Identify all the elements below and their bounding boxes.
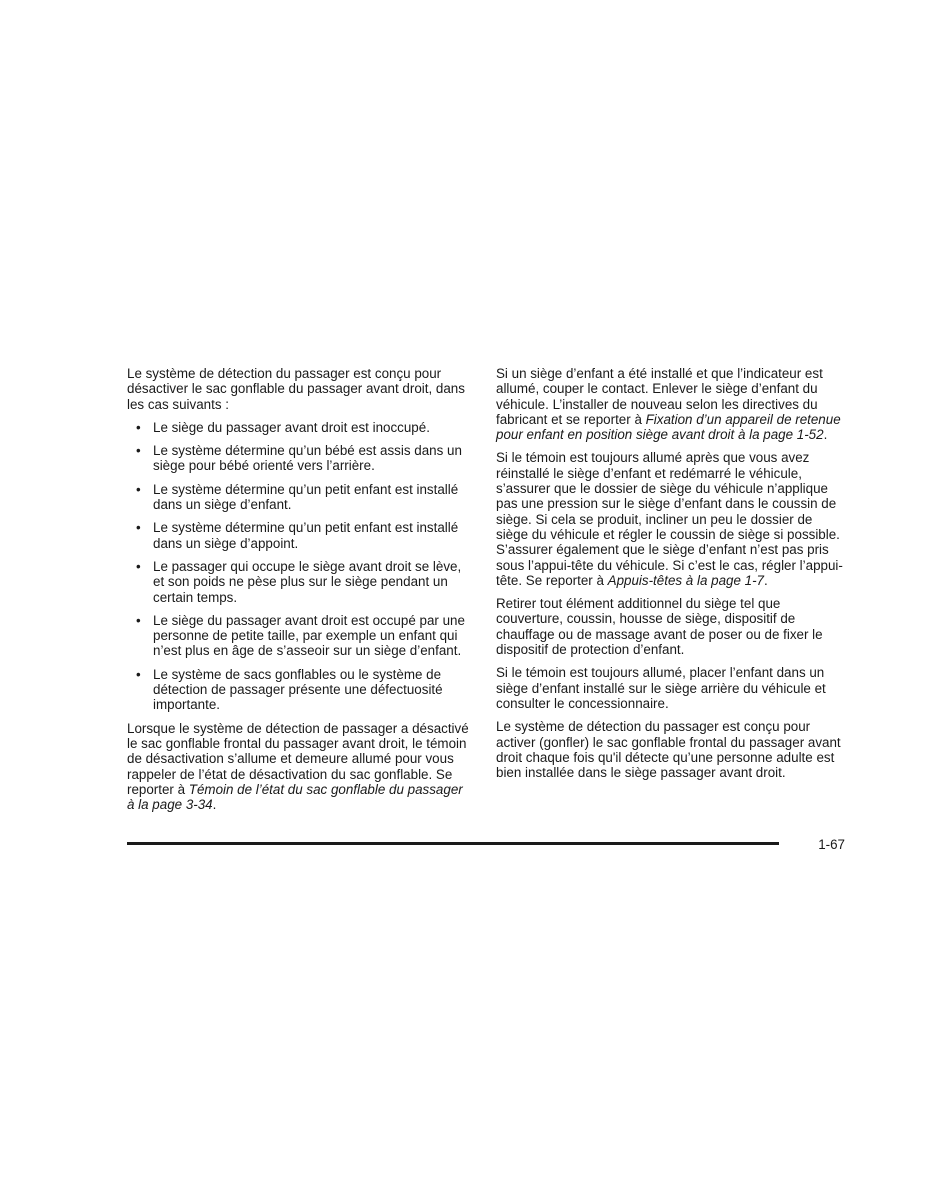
- footer-rule: [127, 842, 779, 845]
- cross-reference-link[interactable]: Appuis-têtes à la page 1-7: [607, 572, 764, 588]
- right-column: [496, 366, 846, 788]
- remove-items-paragraph: Retirer tout élément additionnel du siège tel que couverture, coussin, housse de siège, dispositif de chauffage ou de massage avant de poser ou de fixer le dispositif de protection d’enfant.: [496, 596, 823, 658]
- list-item: [127, 559, 471, 605]
- bullet-icon: •: [136, 443, 141, 459]
- intro-paragraph: Le système de détection du passager est conçu pour désactiver le sac gonflable du passager avant droit, dans les cas suivants :: [127, 366, 465, 412]
- rear-seat-paragraph: Si le témoin est toujours allumé, placer l’enfant dans un siège d’enfant installé sur le siège arrière du véhicule et consulter le concessionnaire.: [496, 665, 826, 711]
- list-item: [127, 443, 471, 474]
- list-item: [127, 613, 471, 659]
- bullet-icon: •: [136, 520, 141, 536]
- list-item-text: Le système détermine qu’un petit enfant est installé dans un siège d’enfant.: [153, 481, 459, 513]
- list-item-text: Le système de sacs gonflables ou le système de détection de passager présente une défectuosité importante.: [153, 666, 443, 713]
- deactivation-paragraph: [127, 721, 471, 813]
- paragraph-end: .: [763, 572, 768, 588]
- activation-paragraph: Le système de détection du passager est conçu pour activer (gonfler) le sac gonflable frontal du passager avant droit chaque fois qu'il détecte qu’une personne adulte est bien installée dans le siège passager avant droit.: [496, 719, 841, 781]
- list-item-text: Le système détermine qu’un bébé est assis dans un siège pour bébé orienté vers l’arrière.: [153, 443, 462, 474]
- cross-reference-link[interactable]: Fixation d’un appareil de retenue pour enfant en position siège avant droit à la page 1-52: [496, 411, 841, 443]
- bullet-icon: •: [136, 612, 141, 628]
- paragraph-end: .: [823, 427, 828, 443]
- list-item-text: Le système détermine qu’un petit enfant est installé dans un siège d’appoint.: [153, 520, 459, 551]
- list-item-text: Le passager qui occupe le siège avant droit se lève, et son poids ne pèse plus sur le siège pendant un certain temps.: [153, 558, 462, 605]
- paragraph-end: .: [212, 797, 217, 813]
- list-item-text: Le siège du passager avant droit est occupé par une personne de petite taille, par exemple un enfant qui n’est plus en âge de s’asseoir sur un siège d’enfant.: [153, 612, 465, 659]
- indicator-still-on-paragraph: [496, 450, 846, 588]
- child-seat-paragraph: [496, 366, 846, 442]
- page-number: 1-67: [818, 837, 845, 852]
- bullet-icon: •: [136, 666, 141, 682]
- list-item: [127, 520, 471, 551]
- list-item: [127, 667, 471, 713]
- list-item-text: Le siège du passager avant droit est inoccupé.: [153, 419, 430, 435]
- list-item: [127, 420, 471, 435]
- paragraph-text: Si le témoin est toujours allumé après que vous avez réinstallé le siège d’enfant et redémarré le véhicule, s’assurer que le dossier de siège du véhicule n’applique pas une pression sur le siège d’enfant dans le coussin de siège. Si cela se produit, incliner un peu le dossier de siège du véhicule et régler le coussin de siège si possible. S’assurer également que le siège d’enfant n’est pas pris sous l’appui-tête du véhicule. Si c’est le cas, régler l’appui-tête. Se reporter à: [496, 450, 843, 588]
- list-item: [127, 482, 471, 513]
- bullet-icon: •: [136, 558, 141, 574]
- cross-reference-link[interactable]: Témoin de l’état du sac gonflable du passager à la page 3-34: [127, 781, 463, 813]
- bullet-icon: •: [136, 419, 141, 435]
- paragraph-text: Si un siège d’enfant a été installé et que l’indicateur est allumé, couper le contact. Enlever le siège d’enfant du véhicule. L’installer de nouveau selon les directives du fabricant et se reporter à: [496, 366, 823, 427]
- bullet-icon: •: [136, 481, 141, 497]
- left-column: [127, 366, 471, 820]
- paragraph-text: Lorsque le système de détection de passager a désactivé le sac gonflable frontal du passager avant droit, le témoin de désactivation s’allume et demeure allumé pour vous rappeler de l’état de désactivation du sac gonflable. Se reporter à: [127, 720, 469, 797]
- conditions-list: [127, 420, 471, 713]
